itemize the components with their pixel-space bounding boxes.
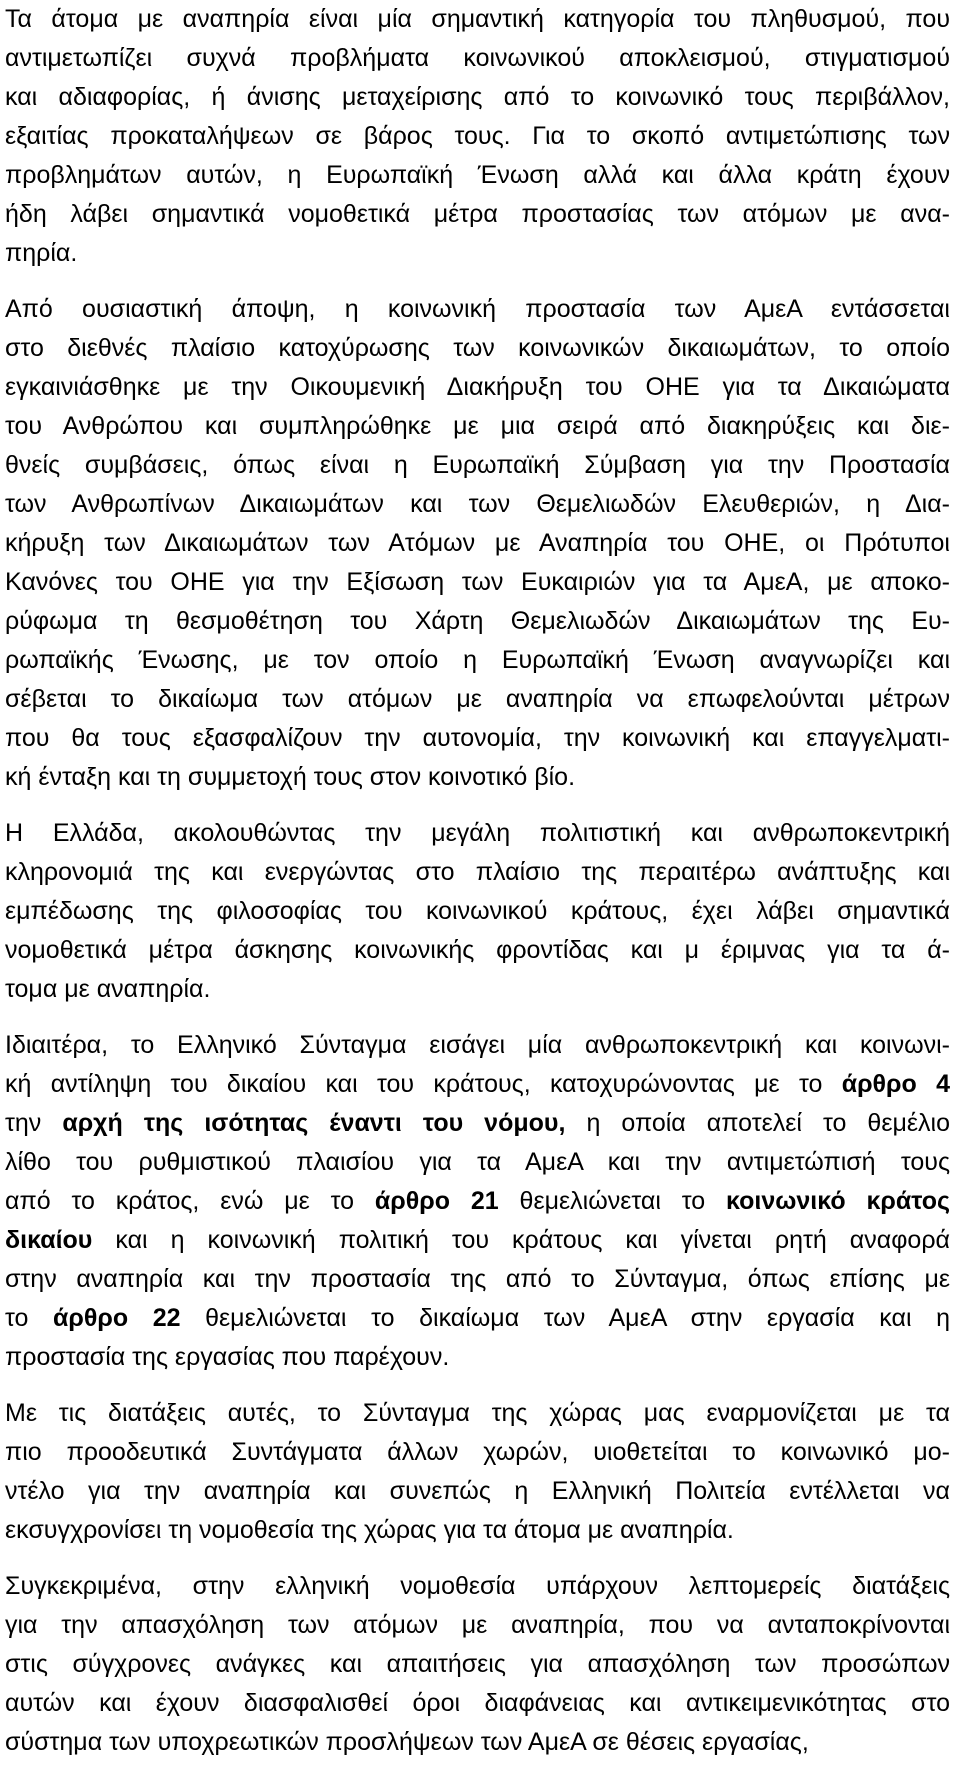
bold-text: κοινωνικό κράτος <box>726 1187 950 1215</box>
paragraph-1 <box>5 0 950 273</box>
text-segment: αυτών και έχουν διασφαλισθεί όροι διαφάνειας και αντικειμενικότητας στο <box>5 1689 950 1717</box>
text-line <box>5 1026 950 1065</box>
text-segment: πηρία. <box>5 239 78 267</box>
text-segment: στην αναπηρία και την προστασία της από το Σύνταγμα, όπως επίσης με <box>5 1265 950 1293</box>
text-line <box>5 39 950 78</box>
text-line <box>5 1723 950 1762</box>
text-line <box>5 407 950 446</box>
text-segment: σύστημα των υποχρεωτικών προσλήψεων των ΑμεΑ σε θέσεις εργασίας, <box>5 1728 809 1756</box>
text-segment: Ιδιαιτέρα, το Ελληνικό Σύνταγμα εισάγει μία ανθρωποκεντρική και κοινωνι- <box>5 1031 950 1059</box>
text-line <box>5 1511 950 1550</box>
text-line <box>5 1338 950 1377</box>
text-line <box>5 1394 950 1433</box>
text-segment: αντιμετωπίζει συχνά προβλήματα κοινωνικού αποκλεισμού, στιγματισμού <box>5 44 950 72</box>
text-segment: την <box>5 1109 63 1137</box>
text-line <box>5 78 950 117</box>
text-segment: θεμελιώνεται το <box>498 1187 727 1215</box>
text-segment: Συγκεκριμένα, στην ελληνική νομοθεσία υπάρχουν λεπτομερείς διατάξεις <box>5 1572 950 1600</box>
text-segment: προστασία της εργασίας που παρέχουν. <box>5 1343 450 1371</box>
text-segment: και η κοινωνική πολιτική του κράτους και γίνεται ρητή αναφορά <box>92 1226 950 1254</box>
text-line <box>5 1182 950 1221</box>
paragraph-4 <box>5 1026 950 1377</box>
bold-text: άρθρο 21 <box>374 1187 499 1215</box>
text-segment: ρύφωμα τη θεσμοθέτηση του Χάρτη Θεμελιωδών Δικαιωμάτων της Ευ- <box>5 607 950 635</box>
text-line <box>5 931 950 970</box>
text-line <box>5 524 950 563</box>
text-segment: εγκαινιάσθηκε με την Οικουμενική Διακήρυξη του ΟΗΕ για τα Δικαιώματα <box>5 373 950 401</box>
text-segment: το <box>5 1304 54 1332</box>
text-line <box>5 970 950 1009</box>
text-line <box>5 1143 950 1182</box>
text-line <box>5 329 950 368</box>
bold-text: άρθρο 22 <box>53 1304 181 1332</box>
text-line <box>5 1065 950 1104</box>
text-line <box>5 758 950 797</box>
text-segment: για την απασχόληση των ατόμων με αναπηρία, που να ανταποκρίνονται <box>5 1611 950 1639</box>
text-segment: Η Ελλάδα, ακολουθώντας την μεγάλη πολιτιστική και ανθρωποκεντρική <box>5 819 950 847</box>
text-line <box>5 853 950 892</box>
text-segment: από το κράτος, ενώ με το <box>5 1187 375 1215</box>
text-line <box>5 1645 950 1684</box>
text-segment: κή ένταξη και τη συμμετοχή τους στον κοινοτικό βίο. <box>5 763 576 791</box>
text-line <box>5 1433 950 1472</box>
text-segment: ντέλο για την αναπηρία και συνεπώς η Ελληνική Πολιτεία εντέλλεται να <box>5 1477 950 1505</box>
paragraph-5 <box>5 1394 950 1550</box>
text-segment: εμπέδωσης της φιλοσοφίας του κοινωνικού κράτους, έχει λάβει σημαντικά <box>5 897 950 925</box>
text-line <box>5 290 950 329</box>
text-segment: σέβεται το δικαίωμα των ατόμων με αναπηρία να επωφελούνται μέτρων <box>5 685 950 713</box>
text-line <box>5 156 950 195</box>
text-segment: πιο προοδευτικά Συντάγματα άλλων χωρών, υιοθετείται το κοινωνικό μο- <box>5 1438 950 1466</box>
text-segment: που θα τους εξασφαλίζουν την αυτονομία, την κοινωνική και επαγγελματι- <box>5 724 950 752</box>
text-line <box>5 719 950 758</box>
paragraph-3 <box>5 814 950 1009</box>
text-segment: ρωπαϊκής Ένωσης, με τον οποίο η Ευρωπαϊκή Ένωση αναγνωρίζει και <box>5 646 950 674</box>
text-segment: η οποία αποτελεί το θεμέλιο <box>565 1109 950 1137</box>
text-line <box>5 814 950 853</box>
text-segment: κληρονομιά της και ενεργώντας στο πλαίσιο της περαιτέρω ανάπτυξης και <box>5 858 950 886</box>
text-line <box>5 680 950 719</box>
bold-text: δικαίου <box>5 1226 93 1254</box>
text-line <box>5 1567 950 1606</box>
paragraph-6 <box>5 1567 950 1762</box>
text-line <box>5 0 950 39</box>
text-line <box>5 195 950 234</box>
text-segment: ήδη λάβει σημαντικά νομοθετικά μέτρα προστασίας των ατόμων με ανα- <box>5 200 950 228</box>
text-line <box>5 1606 950 1645</box>
text-segment: κήρυξη των Δικαιωμάτων των Ατόμων με Αναπηρία του ΟΗΕ, οι Πρότυποι <box>5 529 950 557</box>
bold-text: αρχή της ισότητας έναντι του νόμου, <box>62 1109 566 1137</box>
text-segment: στις σύγχρονες ανάγκες και απαιτήσεις για απασχόληση των προσώπων <box>5 1650 950 1678</box>
text-line <box>5 368 950 407</box>
text-segment: νομοθετικά μέτρα άσκησης κοινωνικής φροντίδας και μ έριμνας για τα ά- <box>5 936 950 964</box>
text-segment: Με τις διατάξεις αυτές, το Σύνταγμα της χώρας μας εναρμονίζεται με τα <box>5 1399 950 1427</box>
text-segment: Από ουσιαστική άποψη, η κοινωνική προστασία των ΑμεΑ εντάσσεται <box>5 295 950 323</box>
paragraph-2 <box>5 290 950 797</box>
text-segment: κή αντίληψη του δικαίου και του κράτους, κατοχυρώνοντας με το <box>5 1070 842 1098</box>
text-segment: τομα με αναπηρία. <box>5 975 211 1003</box>
text-line <box>5 1299 950 1338</box>
text-line <box>5 117 950 156</box>
text-line <box>5 446 950 485</box>
text-line <box>5 641 950 680</box>
text-segment: των Ανθρωπίνων Δικαιωμάτων και των Θεμελιωδών Ελευθεριών, η Δια- <box>5 490 950 518</box>
text-line <box>5 563 950 602</box>
text-segment: και αδιαφορίας, ή άνισης μεταχείρισης από το κοινωνικό τους περιβάλλον, <box>5 83 950 111</box>
text-segment: λίθο του ρυθμιστικού πλαισίου για τα ΑμεΑ και την αντιμετώπισή τους <box>5 1148 950 1176</box>
document-body <box>5 0 950 1762</box>
text-segment: στο διεθνές πλαίσιο κατοχύρωσης των κοινωνικών δικαιωμάτων, το οποίο <box>5 334 950 362</box>
text-segment: προβλημάτων αυτών, η Ευρωπαϊκή Ένωση αλλά και άλλα κράτη έχουν <box>5 161 950 189</box>
text-segment: θνείς συμβάσεις, όπως είναι η Ευρωπαϊκή Σύμβαση για την Προστασία <box>5 451 950 479</box>
text-line <box>5 1260 950 1299</box>
text-segment: Κανόνες του ΟΗΕ για την Εξίσωση των Ευκαιριών για τα ΑμεΑ, με αποκο- <box>5 568 950 596</box>
text-line <box>5 234 950 273</box>
text-segment: θεμελιώνεται το δικαίωμα των ΑμεΑ στην εργασία και η <box>180 1304 950 1332</box>
text-line <box>5 485 950 524</box>
text-line <box>5 892 950 931</box>
text-line <box>5 1472 950 1511</box>
text-line <box>5 1684 950 1723</box>
text-segment: Τα άτομα με αναπηρία είναι μία σημαντική κατηγορία του πληθυσμού, που <box>5 5 950 33</box>
text-segment: εξαιτίας προκαταλήψεων σε βάρος τους. Για το σκοπό αντιμετώπισης των <box>5 122 950 150</box>
text-line <box>5 1104 950 1143</box>
bold-text: άρθρο 4 <box>841 1070 950 1098</box>
text-line <box>5 1221 950 1260</box>
text-line <box>5 602 950 641</box>
text-segment: εκσυγχρονίσει τη νομοθεσία της χώρας για τα άτομα με αναπηρία. <box>5 1516 734 1544</box>
text-segment: του Ανθρώπου και συμπληρώθηκε με μια σειρά από διακηρύξεις και διε- <box>5 412 950 440</box>
